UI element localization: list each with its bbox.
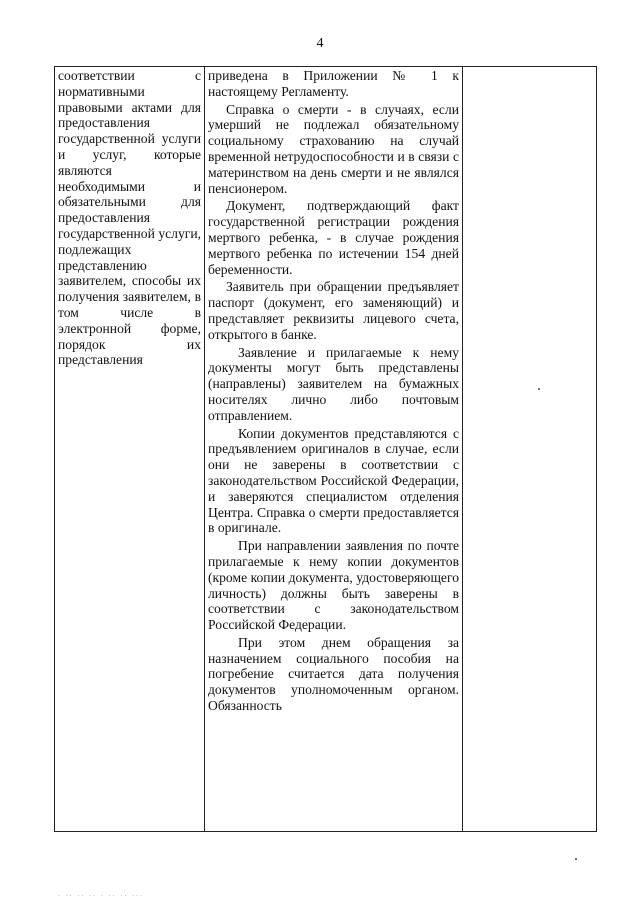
paragraph-8: При этом днем обращения за назначением социального пособия на погребение считается дата получения документов уполномоченным органом. Обязанность [208, 634, 459, 714]
page-number: 4 [316, 36, 324, 51]
document-table [54, 66, 597, 832]
description-text: соответствии с нормативными правовыми актами для предоставления государственной услуги и услуг, которые являются необходимыми и обязательными для предоставления государственной услуги, подлежащих представлению заявителем, способы их получения заявителем, в том числе в электронной форме, порядок их представления [58, 68, 201, 368]
cell-description [55, 67, 205, 832]
paragraph-4: Заявитель при обращении предъявляет паспорт (документ, его заменяющий) и представляет реквизиты лицевого счета, открытого в банке. [208, 279, 459, 342]
paragraph-5: Заявление и прилагаемые к нему документы могут быть представлены (направлены) заявителем на бумажных носителях лично либо почтовым отправлением. [208, 344, 459, 423]
cell-empty [463, 67, 597, 832]
paragraph-3: Документ, подтверждающий факт государственной регистрации рождения мертвого ребенка, - в случае рождения мертвого ребенка по истечении 154 дней беременности. [208, 198, 459, 277]
table-row [55, 67, 597, 832]
paragraph-1: приведена в Приложении № 1 к настоящему Регламенту. [208, 68, 459, 99]
cell-content [205, 67, 463, 832]
scan-speck [538, 388, 540, 390]
scan-speck [575, 858, 577, 860]
paragraph-6: Копии документов представляются с предъявлением оригиналов в случае, если они не заверены в соответствии с законодательством Российской Федерации, и заверяются специалистом отделения Центра. Справка о смерти предоставляется в оригинале. [208, 425, 459, 536]
scan-noise: · ·· ·· ·· · ·· ·· ··· [58, 893, 144, 900]
paragraph-2: Справка о смерти - в случаях, если умерший не подлежал обязательному социальному страхованию на случай временной нетрудоспособности и в связи с материнством на день смерти и не являлся пенсионером. [208, 101, 459, 196]
paragraph-7: При направлении заявления по почте прилагаемые к нему копии документов (кроме копии документа, удостоверяющего личность) должны быть заверены в соответствии с законодательством Российской Федерации. [208, 538, 459, 633]
